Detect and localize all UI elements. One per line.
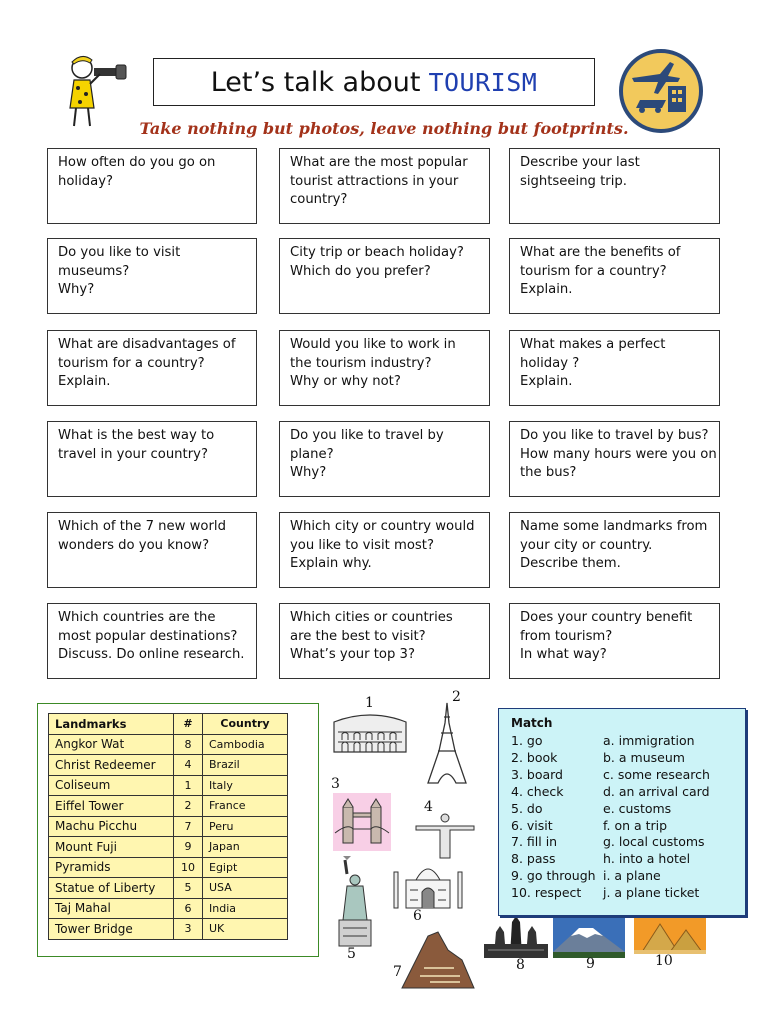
question-line: What’s your top 3? [290, 647, 415, 663]
coliseum-icon [332, 708, 408, 754]
question-card [47, 148, 257, 224]
table-cell: Peru [203, 816, 288, 837]
question-line: wonders do you know? [58, 537, 210, 553]
landmarks-panel [37, 703, 319, 957]
table-cell: Christ Redeemer [49, 755, 174, 776]
question-line: Explain why. [290, 556, 372, 572]
question-line: tourist attractions in your [290, 173, 459, 189]
table-cell: 9 [174, 837, 203, 858]
machu-picchu-icon [402, 930, 474, 988]
question-card [279, 330, 490, 406]
table-cell: USA [203, 878, 288, 899]
question-card [509, 330, 720, 406]
question-line: Why? [290, 465, 327, 481]
match-right: i. a plane [603, 868, 661, 884]
table-cell: Statue of Liberty [49, 878, 174, 899]
table-cell: Machu Picchu [49, 816, 174, 837]
question-card [47, 603, 257, 679]
question-line: plane? [290, 446, 334, 462]
table-cell: Angkor Wat [49, 734, 174, 755]
question-line: In what way? [520, 647, 607, 663]
match-right: c. some research [603, 766, 710, 782]
match-left: 10. respect [511, 885, 582, 901]
table-cell: Pyramids [49, 857, 174, 878]
match-left: 2. book [511, 749, 558, 765]
table-row [49, 898, 288, 919]
table-cell: Taj Mahal [49, 898, 174, 919]
match-item [511, 783, 710, 799]
match-left: 1. go [511, 733, 543, 748]
page-subtitle: Take nothing but photos, leave nothing but footprints. [139, 119, 629, 138]
question-line: Which city or country would [290, 519, 475, 534]
table-header-row [49, 714, 288, 735]
match-left: 3. board [511, 766, 563, 782]
table-cell: 5 [174, 878, 203, 899]
question-line: Describe them. [520, 556, 621, 572]
picture-number-4: 4 [424, 799, 433, 815]
picture-number-3: 3 [331, 776, 340, 792]
match-right: f. on a trip [603, 817, 668, 833]
question-line: are the best to visit? [290, 628, 426, 644]
question-line: most popular destinations? [58, 628, 238, 644]
question-card [47, 330, 257, 406]
question-line: What are disadvantages of [58, 337, 236, 352]
table-cell: 6 [174, 898, 203, 919]
match-panel [498, 708, 746, 916]
question-line: sightseeing trip. [520, 173, 627, 189]
question-line: What makes a perfect [520, 337, 666, 352]
match-item [511, 733, 695, 748]
picture-number-7: 7 [393, 964, 402, 980]
question-line: tourism for a country? [520, 263, 667, 279]
question-line: Describe your last [520, 155, 640, 170]
match-left: 7. fill in [511, 834, 558, 850]
page-title: Let’s talk about [210, 66, 421, 98]
taj-mahal-icon [390, 858, 466, 910]
question-line: you like to visit most? [290, 537, 434, 553]
match-item [511, 868, 661, 884]
table-cell: Cambodia [203, 734, 288, 755]
tower-bridge-icon [333, 793, 391, 851]
picture-number-1: 1 [365, 695, 374, 711]
eiffel-tower-icon [424, 703, 470, 785]
table-cell: Tower Bridge [49, 919, 174, 940]
question-line: the bus? [520, 465, 577, 481]
table-row [49, 857, 288, 878]
picture-number-6: 6 [413, 908, 422, 924]
table-row [49, 816, 288, 837]
match-right: g. local customs [603, 834, 705, 850]
table-cell: Eiffel Tower [49, 796, 174, 817]
angkor-wat-icon [484, 916, 548, 960]
question-card [509, 421, 720, 497]
question-line: Which of the 7 new world [58, 519, 226, 534]
page-title-accent: TOURISM [428, 67, 538, 97]
question-line: Why or why not? [290, 374, 401, 390]
match-left: 5. do [511, 800, 543, 816]
match-right: j. a plane ticket [603, 885, 700, 901]
match-right: h. into a hotel [603, 851, 691, 867]
match-item [511, 817, 668, 833]
match-left: 4. check [511, 783, 564, 799]
question-card [47, 421, 257, 497]
question-line: Which do you prefer? [290, 263, 431, 279]
question-line: Why? [58, 282, 95, 298]
question-line: holiday? [58, 173, 114, 189]
match-right: e. customs [603, 800, 672, 816]
title-box [153, 58, 595, 106]
question-card [47, 512, 257, 588]
table-cell: Japan [203, 837, 288, 858]
question-card [279, 421, 490, 497]
question-card [279, 603, 490, 679]
column-header: # [174, 714, 203, 735]
table-cell: Italy [203, 775, 288, 796]
question-line: museums? [58, 263, 130, 279]
question-line: travel in your country? [58, 446, 208, 462]
match-item [511, 749, 685, 765]
question-card [279, 148, 490, 224]
match-right: b. a museum [603, 749, 685, 765]
question-card [509, 512, 720, 588]
match-left: 9. go through [511, 868, 596, 884]
table-cell: France [203, 796, 288, 817]
table-row [49, 837, 288, 858]
question-line: Do you like to travel by bus? [520, 428, 709, 443]
question-line: What are the benefits of [520, 245, 681, 260]
column-header: Landmarks [49, 714, 174, 735]
question-line: Name some landmarks from [520, 519, 708, 534]
picture-number-8: 8 [516, 957, 525, 973]
question-card [509, 148, 720, 224]
question-line: How many hours were you on [520, 446, 717, 462]
question-line: Explain. [520, 374, 573, 390]
picture-number-10: 10 [655, 953, 673, 969]
table-cell: 4 [174, 755, 203, 776]
table-row [49, 796, 288, 817]
table-cell: 2 [174, 796, 203, 817]
question-card [509, 603, 720, 679]
match-item [511, 766, 710, 782]
match-right: d. an arrival card [603, 783, 710, 799]
question-line: the tourism industry? [290, 355, 432, 371]
question-card [279, 238, 490, 314]
question-card [47, 238, 257, 314]
table-cell: Brazil [203, 755, 288, 776]
picture-number-2: 2 [452, 689, 461, 705]
table-row [49, 734, 288, 755]
match-left: 6. visit [511, 817, 553, 833]
question-line: Explain. [58, 374, 111, 390]
table-cell: India [203, 898, 288, 919]
mount-fuji-icon [553, 918, 625, 958]
question-line: Do you like to travel by [290, 428, 444, 443]
table-cell: Egipt [203, 857, 288, 878]
question-card [509, 238, 720, 314]
question-line: Do you like to visit [58, 245, 181, 260]
question-line: country? [290, 192, 348, 208]
question-line: from tourism? [520, 628, 613, 644]
question-line: What are the most popular [290, 155, 468, 170]
column-header: Country [203, 714, 288, 735]
table-cell: Coliseum [49, 775, 174, 796]
match-item [511, 885, 700, 901]
landmarks-table [48, 713, 288, 940]
question-line: Which cities or countries [290, 610, 453, 625]
question-line: What is the best way to [58, 428, 215, 443]
picture-number-5: 5 [347, 946, 356, 962]
table-row [49, 919, 288, 940]
question-line: How often do you go on [58, 155, 216, 170]
question-line: Which countries are the [58, 610, 216, 625]
table-row [49, 775, 288, 796]
table-cell: 1 [174, 775, 203, 796]
table-cell: 7 [174, 816, 203, 837]
match-item [511, 851, 691, 867]
table-row [49, 755, 288, 776]
match-left: 8. pass [511, 851, 556, 867]
match-item [511, 800, 672, 816]
match-item [511, 834, 705, 850]
question-line: City trip or beach holiday? [290, 245, 464, 260]
table-cell: 10 [174, 857, 203, 878]
question-line: tourism for a country? [58, 355, 205, 371]
christ-redeemer-icon [414, 812, 476, 860]
match-title: Match [511, 716, 553, 730]
table-cell: UK [203, 919, 288, 940]
table-row [49, 878, 288, 899]
table-cell: 3 [174, 919, 203, 940]
table-cell: Mount Fuji [49, 837, 174, 858]
statue-of-liberty-icon [333, 856, 379, 948]
question-line: your city or country. [520, 537, 653, 553]
table-cell: 8 [174, 734, 203, 755]
question-line: Does your country benefit [520, 610, 693, 625]
match-right: a. immigration [603, 733, 695, 748]
question-line: Discuss. Do online research. [58, 647, 245, 663]
question-line: Would you like to work in [290, 337, 456, 352]
question-line: Explain. [520, 282, 573, 298]
question-card [279, 512, 490, 588]
tourist-with-camera-icon [60, 50, 145, 130]
question-line: holiday ? [520, 355, 580, 371]
pyramids-icon [634, 912, 706, 954]
picture-number-9: 9 [586, 956, 595, 972]
